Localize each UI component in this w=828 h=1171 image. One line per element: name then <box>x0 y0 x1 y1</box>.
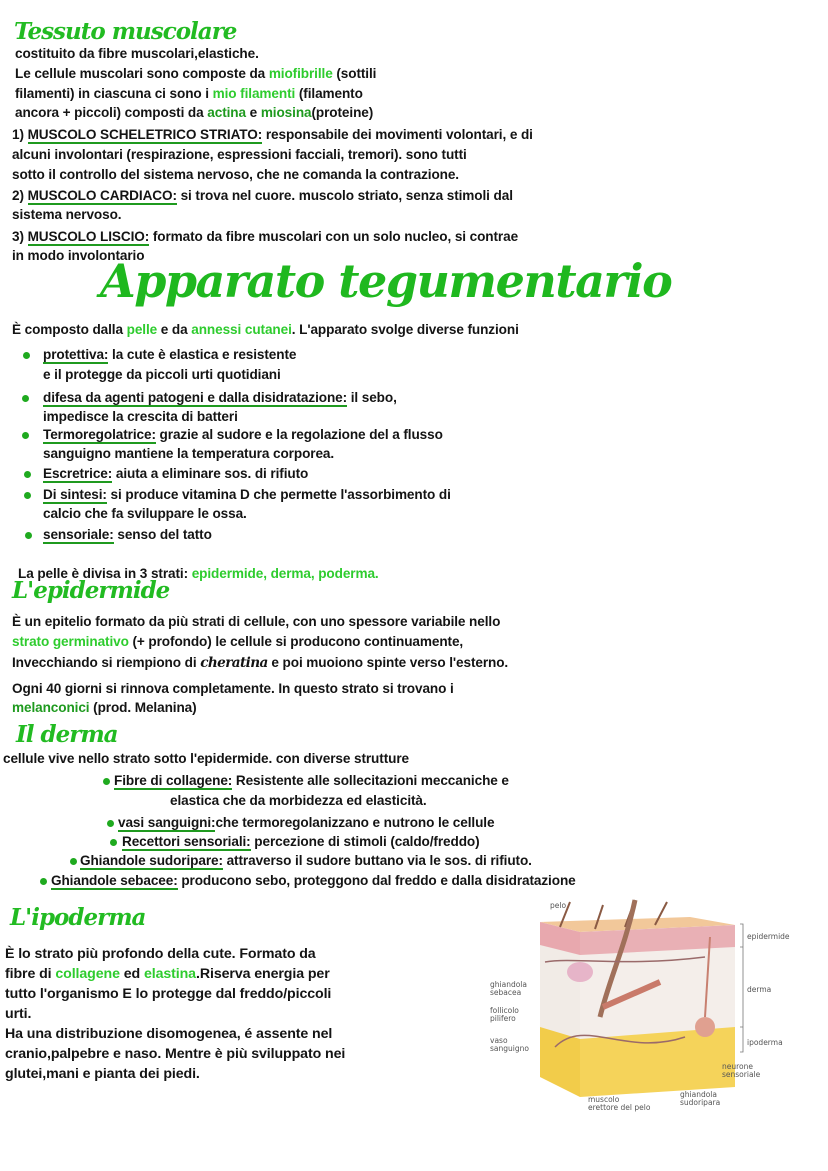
tegumentario-line <box>43 408 238 426</box>
bullet-dot-icon <box>25 532 32 539</box>
text-segment: È composto dalla <box>12 322 127 337</box>
label-epidermide: epidermide <box>747 932 790 941</box>
bullet-dot-icon <box>70 858 77 865</box>
tegumentario-line <box>43 445 334 463</box>
underlined-term: sensoriale: <box>43 527 114 542</box>
underlined-term: Termoregolatrice: <box>43 427 156 442</box>
epidermide-line <box>12 699 197 717</box>
highlighted-term: elastina <box>143 966 196 982</box>
bullet-dot-icon <box>22 395 29 402</box>
text-segment: e <box>245 105 261 120</box>
text-segment: sistema nervoso. <box>12 207 122 222</box>
ipoderma-line <box>5 985 331 1003</box>
underlined-term: Recettori sensoriali: <box>122 834 251 849</box>
label-ghiandola-sudoripara: ghiandola <box>680 1090 717 1099</box>
label-muscolo-2: erettore del pelo <box>588 1103 651 1112</box>
tegumentario-line <box>43 486 451 504</box>
text-segment: producono sebo, proteggono dal freddo e dalla disidratazione <box>177 873 576 888</box>
text-segment: (filamento <box>295 86 363 101</box>
skin-cross-section-diagram <box>485 897 820 1122</box>
text-segment: filamenti) in ciascuna ci sono i <box>15 86 213 101</box>
text-segment: alcuni involontari (respirazione, espressioni facciali, tremori). sono tutti <box>12 147 467 162</box>
text-segment: attraverso il sudore buttano via le sos. di rifiuto. <box>222 853 532 868</box>
epidermide-line <box>12 633 463 651</box>
highlighted-term: annessi cutanei <box>191 322 292 337</box>
tegumentario-line <box>43 526 212 544</box>
bullet-dot-icon <box>23 352 30 359</box>
muscolare-line <box>15 104 373 122</box>
heading-apparato-tegumentario: Apparato tegumentario <box>100 254 672 308</box>
text-segment: 1) <box>12 127 28 142</box>
heading-epidermide: L'epidermide <box>12 577 170 604</box>
ipoderma-line <box>5 1005 31 1023</box>
muscolare-line <box>12 126 533 144</box>
text-segment: senso del tatto <box>113 527 212 542</box>
text-segment: cellule vive nello strato sotto l'epidermide. con diverse strutture <box>3 751 409 766</box>
tegumentario-line <box>12 321 519 339</box>
tegumentario-line <box>43 346 296 364</box>
label-ghiandola-sudoripara-2: sudoripara <box>680 1098 721 1107</box>
highlighted-term: pelle <box>126 322 158 337</box>
highlighted-term: miosina <box>260 105 312 120</box>
text-segment: si produce vitamina D che permette l'assorbimento di <box>106 487 451 502</box>
label-ghiandola-sebacea-2: sebacea <box>490 988 522 997</box>
heading-tessuto-muscolare: Tessuto muscolare <box>14 18 237 45</box>
text-segment: (+ profondo) le cellule si producono continuamente, <box>128 634 464 649</box>
derma-line <box>80 852 532 870</box>
bullet-dot-icon <box>24 471 31 478</box>
label-derma: derma <box>747 985 772 994</box>
derma-line <box>51 872 576 890</box>
label-neurone-2: sensoriale <box>722 1070 761 1079</box>
text-segment: sotto il controllo del sistema nervoso, che ne comanda la contrazione. <box>12 167 459 182</box>
text-segment: e il protegge da piccoli urti quotidiani <box>43 367 281 382</box>
tegumentario-line <box>43 505 247 523</box>
label-ipoderma: ipoderma <box>747 1038 783 1047</box>
ipoderma-line <box>5 965 330 983</box>
text-segment: (prod. Melanina) <box>89 700 197 715</box>
label-vaso-2: sanguigno <box>490 1044 529 1053</box>
highlighted-term: collagene <box>55 966 120 982</box>
muscolare-line <box>12 228 518 246</box>
text-segment: È un epitelio formato da più strati di cellule, con uno spessore variabile nello <box>12 614 501 629</box>
text-segment: aiuta a eliminare sos. di rifiuto <box>112 466 309 481</box>
ipoderma-line <box>5 1025 332 1043</box>
heading-derma: Il derma <box>16 721 118 748</box>
text-segment: il sebo, <box>347 390 397 405</box>
tegumentario-line <box>43 426 443 444</box>
text-segment: costituito da fibre muscolari,elastiche. <box>15 46 259 61</box>
label-neurone: neurone <box>722 1062 753 1071</box>
bullet-dot-icon <box>103 778 110 785</box>
text-segment: formato da fibre muscolari con un solo nucleo, si contrae <box>149 229 519 244</box>
highlighted-term: epidermide, derma, poderma. <box>191 566 379 581</box>
text-segment: elastica che da morbidezza ed elasticità. <box>170 793 427 808</box>
text-segment: in modo involontario <box>12 248 145 263</box>
muscolare-line <box>12 206 121 224</box>
muscolare-line <box>12 187 513 205</box>
bullet-dot-icon <box>22 432 29 439</box>
muscolare-line <box>12 166 459 184</box>
text-segment: 3) <box>12 229 28 244</box>
epidermide-line <box>12 613 500 631</box>
underlined-term: MUSCOLO SCHELETRICO STRIATO: <box>27 127 263 142</box>
text-segment: Le cellule muscolari sono composte da <box>15 66 269 81</box>
highlighted-term: mio filamenti <box>212 86 296 101</box>
label-follicolo: follicolo <box>490 1006 519 1015</box>
derma-line <box>3 750 409 768</box>
text-segment: La pelle è divisa in 3 strati: <box>18 566 192 581</box>
derma-line <box>122 833 480 851</box>
muscolare-line <box>15 85 363 103</box>
highlighted-term: strato germinativo <box>12 634 129 649</box>
label-follicolo-2: pilifero <box>490 1014 516 1023</box>
highlighted-term: cheratina <box>200 655 268 671</box>
tegumentario-line <box>43 465 308 483</box>
underlined-term: Fibre di collagene: <box>114 773 233 788</box>
text-segment: urti. <box>5 1006 32 1022</box>
text-segment: Resistente alle sollecitazioni meccaniche e <box>232 773 509 788</box>
text-segment: impedisce la crescita di batteri <box>43 409 238 424</box>
underlined-term: MUSCOLO CARDIACO: <box>27 188 177 203</box>
heading-ipoderma: L'ipoderma <box>10 904 146 931</box>
derma-line <box>170 792 427 810</box>
text-segment: la cute è elastica e resistente <box>108 347 297 362</box>
muscolare-line <box>12 146 467 164</box>
bullet-dot-icon <box>107 820 114 827</box>
epidermide-line <box>12 680 454 698</box>
text-segment: glutei,mani e pianta dei piedi. <box>5 1066 200 1082</box>
text-segment: si trova nel cuore. muscolo striato, senza stimoli dal <box>176 188 513 203</box>
underlined-term: Di sintesi: <box>43 487 107 502</box>
text-segment: . L'apparato svolge diverse funzioni <box>291 322 519 337</box>
epidermide-line <box>12 654 508 672</box>
label-ghiandola-sebacea: ghiandola <box>490 980 527 989</box>
text-segment: e poi muoiono spinte verso l'esterno. <box>267 655 509 670</box>
text-segment: (proteine) <box>311 105 374 120</box>
text-segment: calcio che fa sviluppare le ossa. <box>43 506 247 521</box>
underlined-term: vasi sanguigni: <box>118 815 216 830</box>
text-segment: Invecchiando si riempiono di <box>12 655 201 670</box>
underlined-term: Escretrice: <box>43 466 113 481</box>
text-segment: sanguigno mantiene la temperatura corporea. <box>43 446 335 461</box>
bullet-dot-icon <box>40 878 47 885</box>
text-segment: ed <box>119 966 144 982</box>
underlined-term: Ghiandole sudoripare: <box>80 853 223 868</box>
sweat-gland <box>695 1017 715 1037</box>
ipoderma-line <box>5 1065 200 1083</box>
highlighted-term: miofibrille <box>268 66 333 81</box>
text-segment: 2) <box>12 188 28 203</box>
text-segment: che termoregolanizzano e nutrono le cellule <box>215 815 495 830</box>
sebaceous-gland <box>567 962 593 982</box>
text-segment: (sottili <box>332 66 377 81</box>
text-segment: percezione di stimoli (caldo/freddo) <box>250 834 480 849</box>
text-segment: fibre di <box>5 966 56 982</box>
underlined-term: difesa da agenti patogeni e dalla disidratazione: <box>43 390 348 405</box>
label-pelo: pelo <box>550 901 567 910</box>
muscolare-line <box>15 45 259 63</box>
label-vaso: vaso <box>490 1036 508 1045</box>
ipoderma-line <box>5 945 316 963</box>
derma-line <box>118 814 494 832</box>
text-segment: tutto l'organismo E lo protegge dal freddo/piccoli <box>5 986 332 1002</box>
highlighted-term: melanconici <box>12 700 90 715</box>
underlined-term: Ghiandole sebacee: <box>51 873 178 888</box>
ipoderma-line <box>5 1045 345 1063</box>
text-segment: Ha una distribuzione disomogenea, é assente nel <box>5 1026 333 1042</box>
hypodermis-layer <box>540 1027 580 1097</box>
muscolare-line <box>15 65 376 83</box>
underlined-term: protettiva: <box>43 347 109 362</box>
highlighted-term: actina <box>207 105 246 120</box>
derma-line <box>114 772 509 790</box>
text-segment: .Riserva energia per <box>195 966 330 982</box>
bullet-dot-icon <box>110 839 117 846</box>
text-segment: È lo strato più profondo della cute. Formato da <box>5 946 316 962</box>
bullet-dot-icon <box>24 492 31 499</box>
text-segment: ancora + piccoli) composti da <box>15 105 208 120</box>
text-segment: cranio,palpebre e naso. Mentre è più sviluppato nei <box>5 1046 346 1062</box>
label-muscolo: muscolo <box>588 1095 620 1104</box>
underlined-term: MUSCOLO LISCIO: <box>27 229 150 244</box>
tegumentario-line <box>43 366 281 384</box>
text-segment: e da <box>157 322 192 337</box>
text-segment: Ogni 40 giorni si rinnova completamente. In questo strato si trovano i <box>12 681 454 696</box>
tegumentario-line <box>43 389 397 407</box>
text-segment: responsabile dei movimenti volontari, e di <box>262 127 533 142</box>
text-segment: grazie al sudore e la regolazione del a flusso <box>155 427 443 442</box>
